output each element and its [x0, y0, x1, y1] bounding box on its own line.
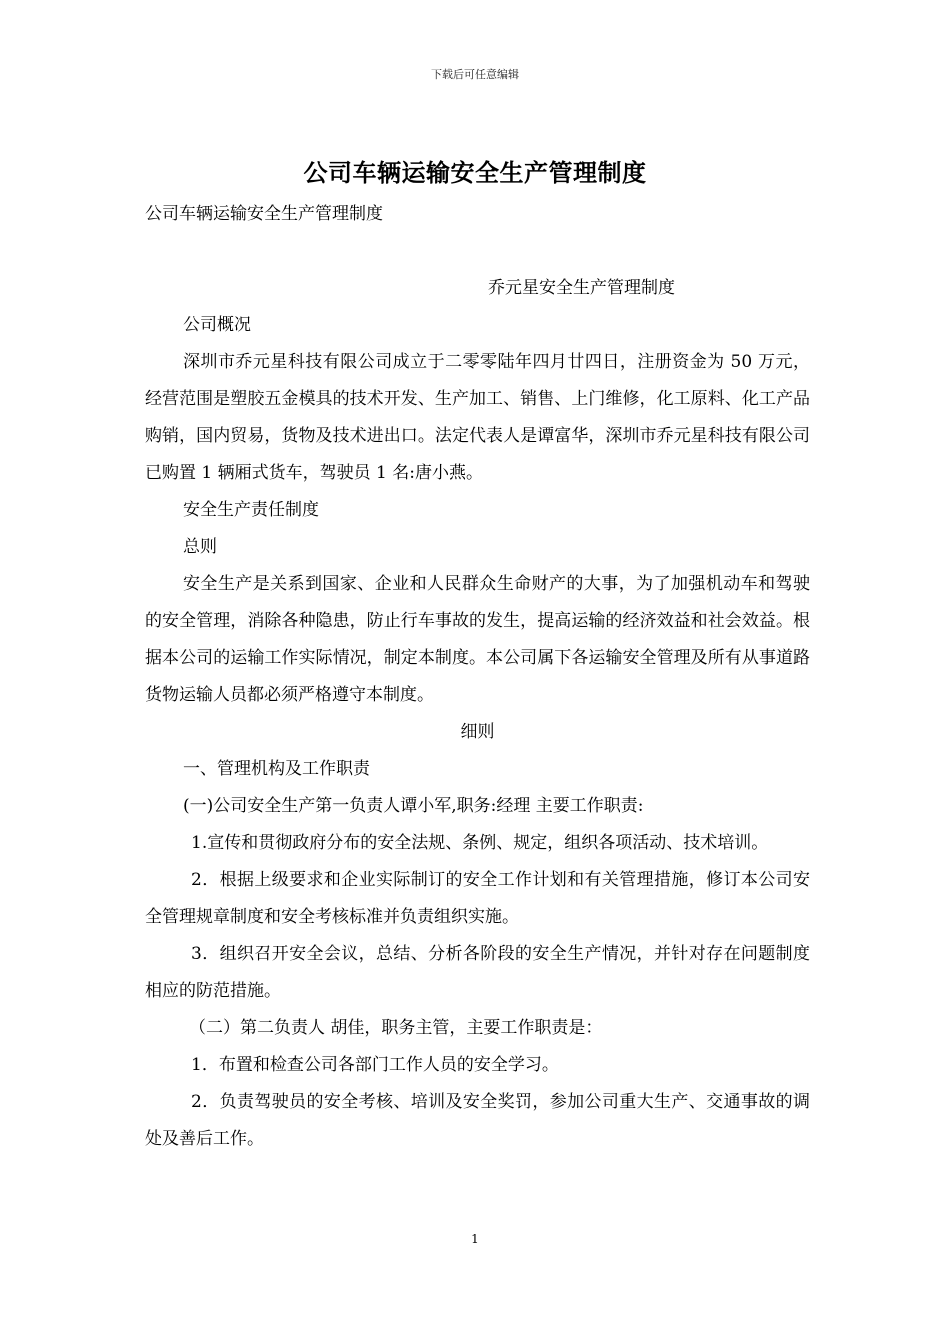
duty-item-1: 1.宣传和贯彻政府分布的安全法规、条例、规定，组织各项活动、技术培训。 [191, 833, 769, 853]
second-duty-item-2: 2．负责驾驶员的安全考核、培训及安全奖罚，参加公司重大生产、交通事故的调处及善后工作。 [145, 1092, 810, 1149]
system-name-line: 乔元星安全生产管理制度 [488, 278, 675, 298]
section-heading-details: 细则 [460, 722, 495, 742]
duty-item-2: 2．根据上级要求和企业实际制订的安全工作计划和有关管理措施，修订本公司安全管理规章制度和安全考核标准并负责组织实施。 [145, 870, 810, 927]
general-principles-paragraph: 安全生产是关系到国家、企业和人民群众生命财产的大事，为了加强机动车和驾驶的安全管理，消除各种隐患，防止行车事故的发生，提高运输的经济效益和社会效益。根据本公司的运输工作实际情况，制定本制度。本公司属下各运输安全管理及所有从事道路货物运输人员都必须严格遵守本制度。 [145, 574, 810, 705]
second-duty-item-1: 1．布置和检查公司各部门工作人员的安全学习。 [191, 1055, 559, 1075]
second-responsible-line: （二）第二负责人 胡佳，职务主管，主要工作职责是： [189, 1018, 603, 1038]
document-body [145, 196, 810, 1158]
section-heading-organization: 一、管理机构及工作职责 [183, 759, 370, 779]
section-heading-responsibility: 安全生产责任制度 [183, 500, 319, 520]
first-responsible-line: (一)公司安全生产第一负责人谭小军,职务:经理 主要工作职责: [183, 796, 644, 816]
document-title: 公司车辆运输安全生产管理制度 [303, 159, 647, 187]
company-overview-paragraph: 深圳市乔元星科技有限公司成立于二零零陆年四月廿四日，注册资金为 50 万元，经营范围是塑胶五金模具的技术开发、生产加工、销售、上门维修，化工原料、化工产品购销，国内贸易，货物及技术进出口。法定代表人是谭富华，深圳市乔元星科技有限公司已购置 1 辆厢式货车，驾驶员 1 名:唐小燕。 [145, 352, 810, 483]
page-number: 1 [471, 1232, 479, 1246]
section-heading-general: 总则 [183, 537, 217, 557]
section-heading-overview: 公司概况 [183, 315, 251, 335]
duty-item-3: 3．组织召开安全会议，总结、分析各阶段的安全生产情况，并针对存在问题制度相应的防范措施。 [145, 944, 810, 1001]
subtitle-line: 公司车辆运输安全生产管理制度 [145, 204, 383, 224]
header-note: 下载后可任意编辑 [431, 68, 519, 81]
